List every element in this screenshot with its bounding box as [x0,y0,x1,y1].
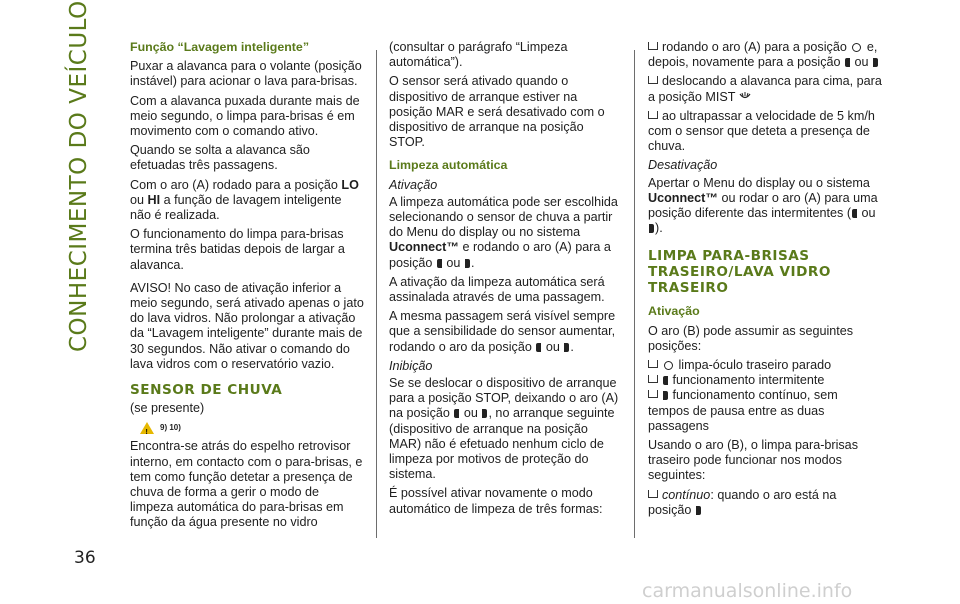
column-3 [648,40,882,522]
paragraph: A ativação da limpeza automática será assinalada através de uma passagem. [389,274,605,305]
warning-icon: ! [140,422,154,434]
page-number: 36 [74,548,96,568]
subheading-activation: Ativação [648,304,700,319]
warning-reference [140,420,364,435]
intermittent-icon [482,409,487,418]
intermittent-icon [852,209,857,218]
intermittent-icon [649,224,654,233]
subheading-activation: Ativação [389,177,438,192]
list-item: funcionamento intermitente [648,373,882,388]
subheading-deactivation: Desativação [648,158,718,173]
paragraph: O sensor será ativado quando o dispositivo de arranque estiver na posição MAR e será desativado com o dispositivo de arranque na posição STOP. [389,74,605,150]
intermittent-icon [536,343,541,352]
paragraph: É possível ativar novamente o modo automático de limpeza de três formas: [389,486,603,516]
lo-label: LO [341,177,359,192]
bullet-item: ao ultrapassar a velocidade de 5 km/h com o sensor que deteta a presença de chuva. [648,108,875,154]
continuous-icon [696,506,701,515]
bullet-icon [648,390,658,398]
uconnect-label: Uconnect™ [648,190,718,205]
watermark: carmanualsonline.info [642,580,853,602]
intermittent-icon [564,343,569,352]
bullet-icon [648,76,658,84]
bullet-icon [648,42,658,50]
column-divider [634,50,635,538]
warning-paragraph: AVISO! No caso de ativação inferior a meio segundo, será ativado apenas o jato do lava vidros. Não prolongar a ativação da “Lavagem inteligente” durante mais de 30 segundos. Não ativar o comando do lava vidros com o reservatório vazio. [130,280,364,371]
bullet-icon [648,360,658,368]
paragraph: O aro (B) pode assumir as seguintes posições: [648,323,854,353]
intermittent-icon [437,259,442,268]
paragraph: Com o aro (A) rodado para a posição LO ou HI a função de lavagem inteligente não é realizada. [130,177,359,223]
continuous-icon [663,391,668,400]
intermittent-icon [465,259,470,268]
paragraph: O funcionamento do limpa para-brisas termina três batidas depois de largar a alavanca. [130,227,345,272]
subheading-inhibition: Inibição [389,358,433,373]
warning-refs: 9) 10) [160,423,181,433]
column-2 [389,40,621,521]
paragraph: Encontra-se atrás do espelho retrovisor interno, em contacto com o para-brisas, e tem como função detetar a presença de chuva de forma a gerir o modo de limpeza automática do para-brisas em função da água presente no vidro [130,439,363,530]
paragraph: Com a alavanca puxada durante mais de meio segundo, o limpa para-brisas é em movimento com o comando ativo. [130,93,360,139]
bullet-item: deslocando a alavanca para cima, para a posição MIST [648,74,882,104]
list-item: funcionamento contínuo, sem tempos de pausa entre as duas passagens [648,388,838,433]
subheading-auto-wipe: Limpeza automática [389,158,508,173]
paragraph: A limpeza automática pode ser escolhida selecionando o sensor de chuva a partir do Menu do display ou no sistema Uconnect™ e rodando o aro (A) para a posição ou . [389,194,618,270]
bullet-icon [648,375,658,383]
subheading-smart-wash: Função “Lavagem inteligente” [130,40,310,54]
section-title-rear-wiper: LIMPA PARA-BRISAS TRASEIRO/LAVA VIDRO TRASEIRO [648,248,831,297]
intermittent-icon [454,409,459,418]
intermittent-icon [663,376,668,385]
column-divider [376,50,377,538]
paragraph: (consultar o parágrafo “Limpeza automática”). [389,40,568,70]
bullet-icon [648,111,658,119]
hi-label: HI [147,192,161,207]
chapter-title: CONHECIMENTO DO VEÍCULO [66,0,92,352]
off-position-icon [664,361,673,370]
paragraph: Apertar o Menu do display ou o sistema Uconnect™ ou rodar o aro (A) para uma posição diferente das intermitentes ( ou ). [648,175,878,236]
column-1 [130,40,364,535]
bullet-item: rodando o aro (A) para a posição e, depois, novamente para a posição ou [648,40,878,70]
bullet-icon [648,490,658,498]
section-title-rain-sensor: SENSOR DE CHUVA [130,382,283,399]
list-item: limpa-óculo traseiro parado [648,358,882,373]
uconnect-label: Uconnect™ [389,240,459,255]
intermittent-icon [845,58,850,67]
paragraph: Puxar a alavanca para o volante (posição instável) para acionar o lava para-brisas. [130,59,362,89]
section-subtitle: (se presente) [130,401,205,416]
off-position-icon [852,43,861,52]
list-item: contínuo: quando o aro está na posição [648,487,837,517]
paragraph: Quando se solta a alavanca são efetuadas três passagens. [130,143,310,173]
paragraph: A mesma passagem será visível sempre que a sensibilidade do sensor aumentar, rodando o aro da posição ou . [389,309,616,354]
mist-icon [739,92,751,102]
intermittent-icon [873,58,878,67]
paragraph: Se se deslocar o dispositivo de arranque para a posição STOP, deixando o aro (A) na posição ou , no arranque seguinte (dispositivo de arranque na posição MAR) não é efetuado nenhum ciclo de limpeza por motivos de proteção do sistema. [389,376,619,482]
paragraph: Usando o aro (B), o limpa para-brisas traseiro pode funcionar nos modos seguintes: [648,438,858,483]
